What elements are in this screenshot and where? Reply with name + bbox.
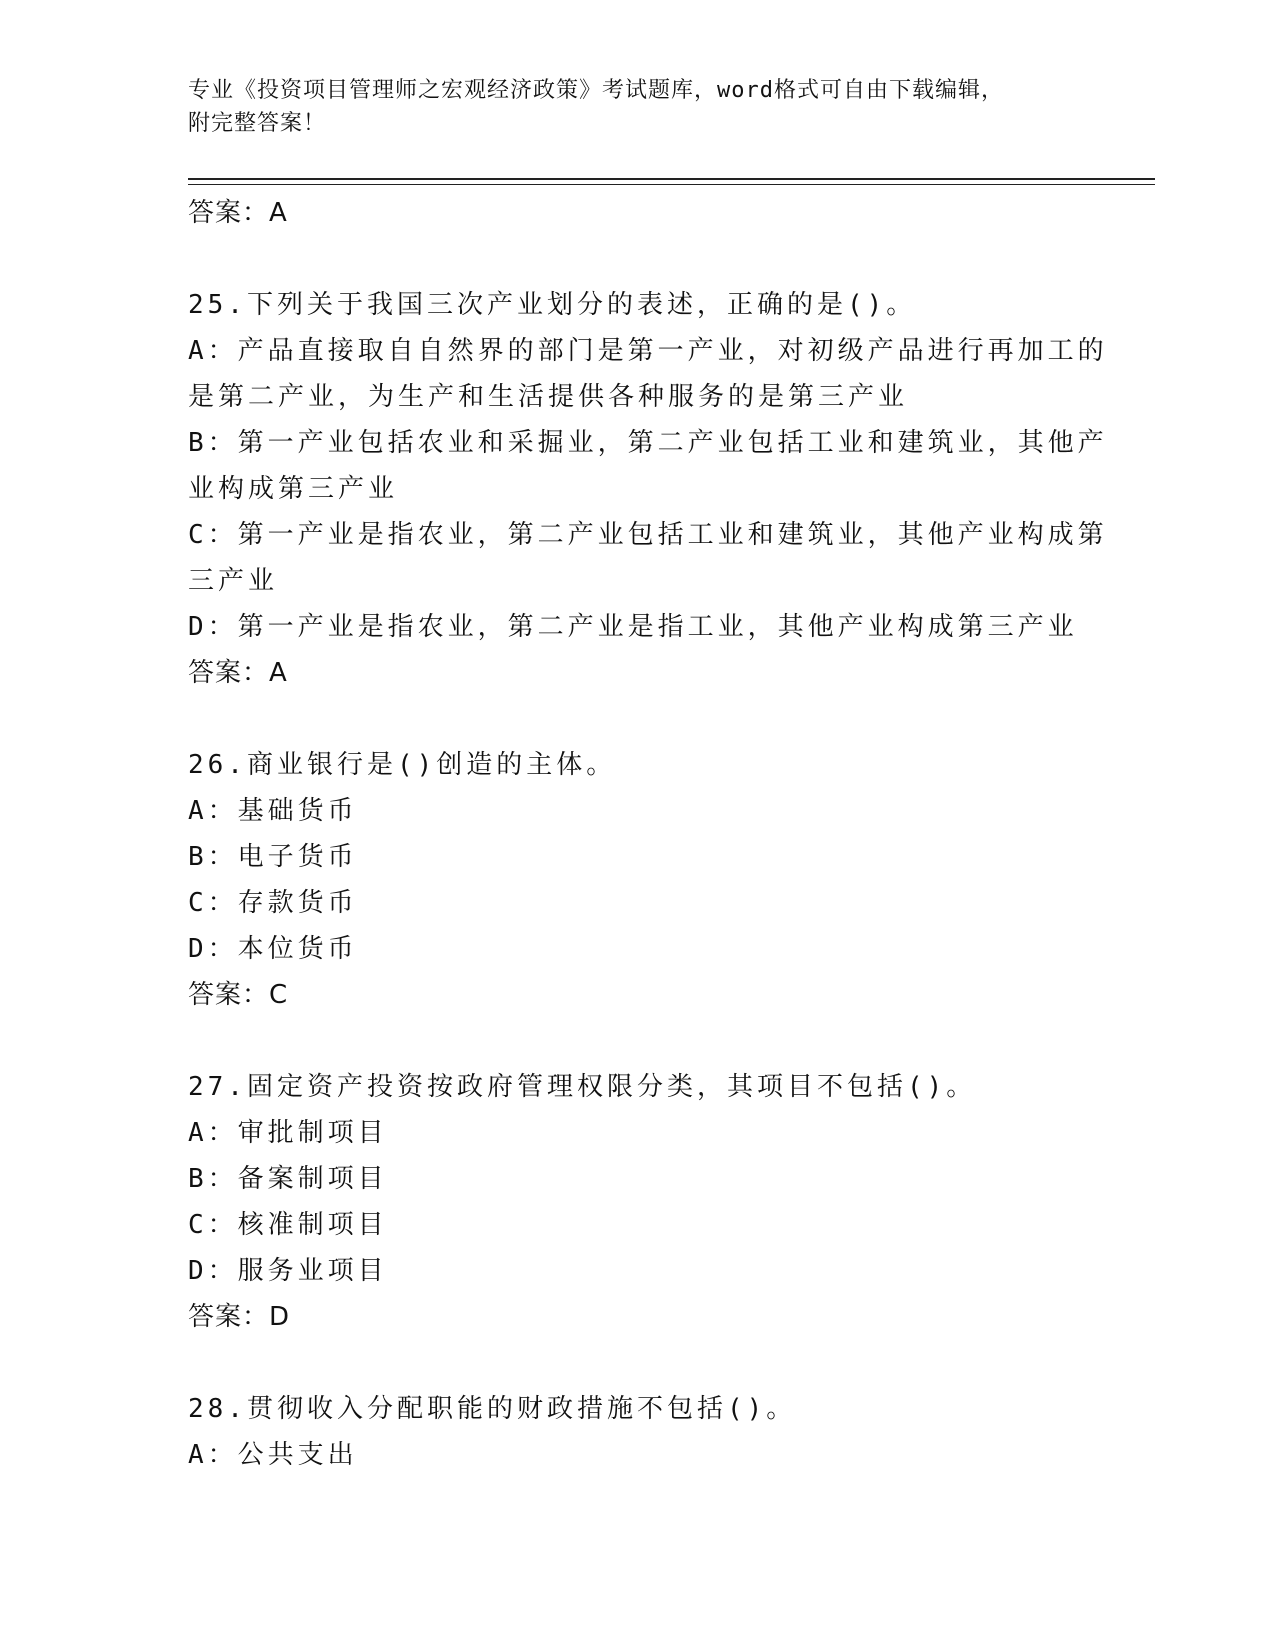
- answer: 答案：C: [188, 980, 289, 1010]
- header-rule-thin: [188, 184, 1155, 185]
- question-stem: 25.下列关于我国三次产业划分的表述，正确的是()。: [188, 290, 917, 320]
- spacer: [188, 1018, 1088, 1064]
- question-28: [188, 1386, 1088, 1478]
- spacer: [188, 236, 1088, 282]
- option-b: B：电子货币: [188, 842, 358, 872]
- option-d: D：本位货币: [188, 934, 358, 964]
- option-b: B：备案制项目: [188, 1164, 388, 1194]
- question-26: [188, 742, 1088, 1018]
- option-a-line-1: A：产品直接取自自然界的部门是第一产业，对初级产品进行再加工的: [188, 336, 1108, 366]
- option-a: A：基础货币: [188, 796, 358, 826]
- question-stem: 26.商业银行是()创造的主体。: [188, 750, 617, 780]
- option-c-line-1: C：第一产业是指农业，第二产业包括工业和建筑业，其他产业构成第: [188, 520, 1108, 550]
- answer: 答案：A: [188, 658, 288, 688]
- option-a: A：公共支出: [188, 1440, 358, 1470]
- spacer: [188, 1340, 1088, 1386]
- header-rule-thick: [188, 178, 1155, 180]
- option-c-line-2: 三产业: [188, 566, 279, 596]
- question-25: [188, 282, 1108, 696]
- option-d: D：服务业项目: [188, 1256, 388, 1286]
- document-header: [188, 74, 1068, 140]
- option-c: C：核准制项目: [188, 1210, 388, 1240]
- option-a: A：审批制项目: [188, 1118, 388, 1148]
- option-b-line-1: B：第一产业包括农业和采掘业，第二产业包括工业和建筑业，其他产: [188, 428, 1108, 458]
- previous-answer: 答案：A: [188, 198, 288, 228]
- option-d-line-1: D：第一产业是指农业，第二产业是指工业，其他产业构成第三产业: [188, 612, 1078, 642]
- question-27: [188, 1064, 1088, 1340]
- answer: 答案：D: [188, 1302, 291, 1332]
- option-b-line-2: 业构成第三产业: [188, 474, 399, 504]
- question-stem: 27.固定资产投资按政府管理权限分类，其项目不包括()。: [188, 1072, 977, 1102]
- document-body: [188, 190, 1108, 1478]
- question-stem: 28.贯彻收入分配职能的财政措施不包括()。: [188, 1394, 797, 1424]
- option-c: C：存款货币: [188, 888, 358, 918]
- header-line-1: 专业《投资项目管理师之宏观经济政策》考试题库，word格式可自由下载编辑，: [188, 78, 1004, 103]
- spacer: [188, 696, 1088, 742]
- header-line-2: 附完整答案！: [188, 111, 327, 136]
- option-a-line-2: 是第二产业，为生产和生活提供各种服务的是第三产业: [188, 382, 909, 412]
